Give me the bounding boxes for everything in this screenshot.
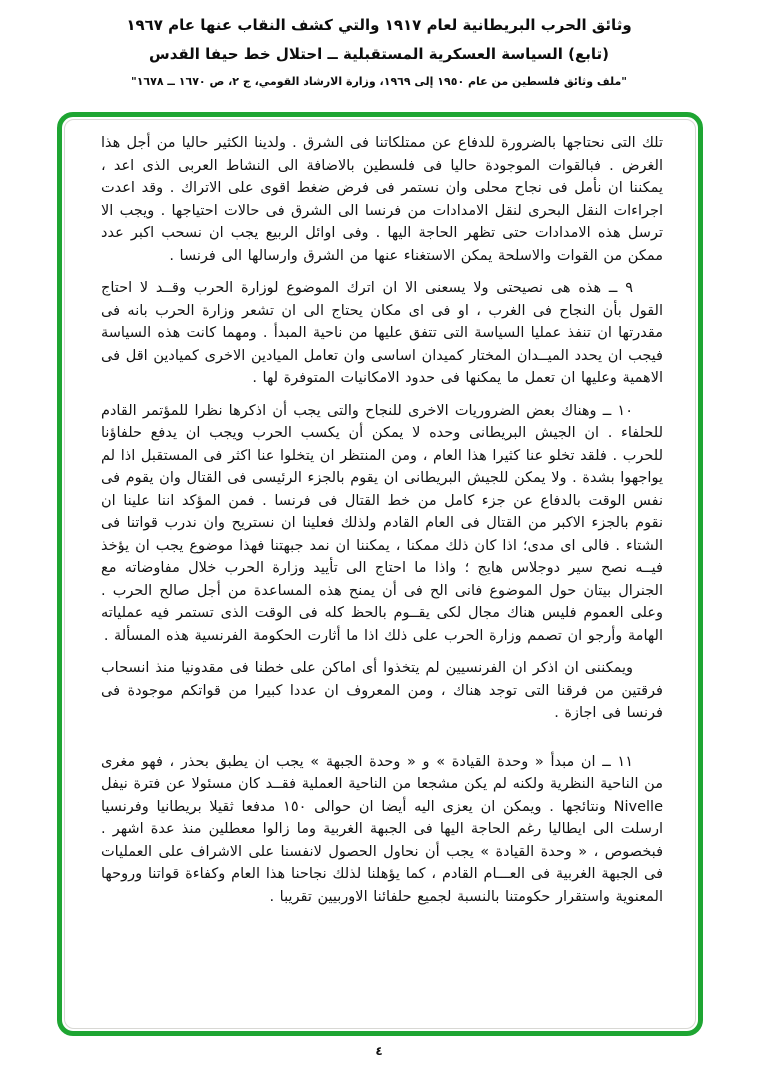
document-box: [57, 112, 703, 1036]
document-header: [0, 16, 758, 88]
document-title: وثائق الحرب البريطانية لعام ١٩١٧ والتي كشف النقاب عنها عام ١٩٦٧: [126, 16, 632, 34]
paragraph: تلك التى نحتاجها بالضرورة للدفاع عن ممتلكاتنا فى الشرق . ولدينا الكثير حاليا من أجل هذا الغرض . فبالقوات الموجودة حاليا فى فلسطين بالاضافة الى النشاط العربى الذى اعد ، يمكننا ان نأمل فى نجاح محلى وان نستمر فى فرض ضغط اقوى على الاتراك . وقد اعدت اجراءات النقل البحرى لنقل الامدادات من فرنسا الى الشرق فى حالات احتياجها . ويجب الا ترسل هذه الامدادات حتى تظهر الحاجة اليها . وفى اوائل الربيع يجب ان نسحب اكبر عدد ممكن من القوات والاسلحة يمكن الاستغناء عنها من الشرق وارسالها الى فرنسا .: [101, 135, 663, 264]
paragraph: ويمكننى ان اذكر ان الفرنسيين لم يتخذوا أى اماكن على خطنا فى مقدونيا منذ انسحاب فرقتين من فرقنا التى توجد هناك ، ومن المعروف ان عددا كبيرا من قواتكم موجودة فى فرنسا فى اجازة .: [101, 660, 663, 721]
document-source-citation: "ملف وثائق فلسطين من عام ١٩٥٠ إلى ١٩٦٩، وزارة الارشاد القومي، ج ٢، ص ١٦٧٠ ــ ١٦٧٨": [130, 75, 627, 88]
paragraph: ١١ ــ ان مبدأ « وحدة القيادة » و « وحدة الجبهة » يجب ان يطبق بحذر ، فهو مغرى من الناحية النظرية ولكنه لم يكن مشجعا من الناحية العملية فقــد كان مسئولا عن فترة نيفل Nivelle ونتائجها . ويمكن ان يعزى اليه أيضا ان حوالى ١٥٠ مدفعا ثقيلا بريطانيا وفرنسيا ارسلت الى ايطاليا رغم الحاجة اليها فى الجبهة الغربية وما زالوا معطلين منذ عدة اشهر . فبخصوص ، « وحدة القيادة » يجب أن نحاول الحصول لانفسنا على الاشراف على العمليات فى الجبهة الغربية فى العـــام القادم ، كما يؤهلنا لذلك نجاحنا هذا العام وكفاءة قواتنا وروحها المعنوية واستقرار حكومتنا بالنسبة لجميع حلفائنا الاوربيين تقريبا .: [101, 753, 664, 905]
document-subtitle: (تابع) السياسة العسكرية المستقبلية ــ احتلال خط حيفا القدس: [149, 45, 609, 63]
document-text: [64, 119, 696, 1029]
paragraph: ١٠ ــ وهناك بعض الضروريات الاخرى للنجاح والتى يجب أن اذكرها نظرا للمؤتمر القادم للحلفاء . ان الجيش البريطانى وحده لا يمكن أن يكسب الحرب ويجب ان يدفع حلفاؤنا للحرب . فلقد تخلو عنا كثيرا هذا العام ، ومن المنتظر ان يتخلوا عنا اكثر فى المستقبل اذا لم يواجهوا بشدة . ولا يمكن للجيش البريطانى ان يقوم بالجزء الرئيسى فى القتال وان يقوم فى نفس الوقت بالدفاع عن جزء كامل من خط القتال فى فرنسا . فمن المؤكد اننا علينا ان نقوم بالجزء الاكبر من القتال فى العام القادم ولذلك فعلينا ان نستريح وان ندرب قواتنا فى الشتاء . فالى اى مدى؛ اذا كان ذلك ممكنا ، يمكننا ان نمد جبهتنا فهذا موضوع يجب ان يؤخذ فيــه نصح سير دوجلاس هايج ؛ واذا ما احتاج الى تأييد وزارة الحرب خلال مفاوضاته مع الجنرال بيتان حول الموضوع فانى الح فى أن يمنح هذه المساعدة من أجل صالح الحرب . وعلى العموم فليس هناك مجال لكى يقــوم بالحظ كله فى الوقت الذى تستمر فيه عملياته الهامة وأرجو ان تصمم وزارة الحرب على ذلك اذا ما أثارت الحكومة الفرنسية هذه المسألة .: [101, 402, 663, 644]
paragraph: ٩ ــ هذه هى نصيحتى ولا يسعنى الا ان اترك الموضوع لوزارة الحرب وقــد لا احتاج القول بأن النجاح فى الغرب ، او فى اى مكان يحتاج الى ان تشعر وزارة الحرب بانه فى مقدرتها ان تنفذ عمليا السياسة التى تتفق عليها من ناحية المبدأ . ومهما كانت هذه السياسة فيجب ان يحدد الميــدان المختار كميدان اساسى وان تعامل الميادين الاخرى كميادين اقل فى الاهمية وعليها ان تعمل ما يمكنها فى حدود الامكانيات المتوفرة لها .: [101, 280, 663, 386]
page-number: ٤: [375, 1044, 383, 1058]
